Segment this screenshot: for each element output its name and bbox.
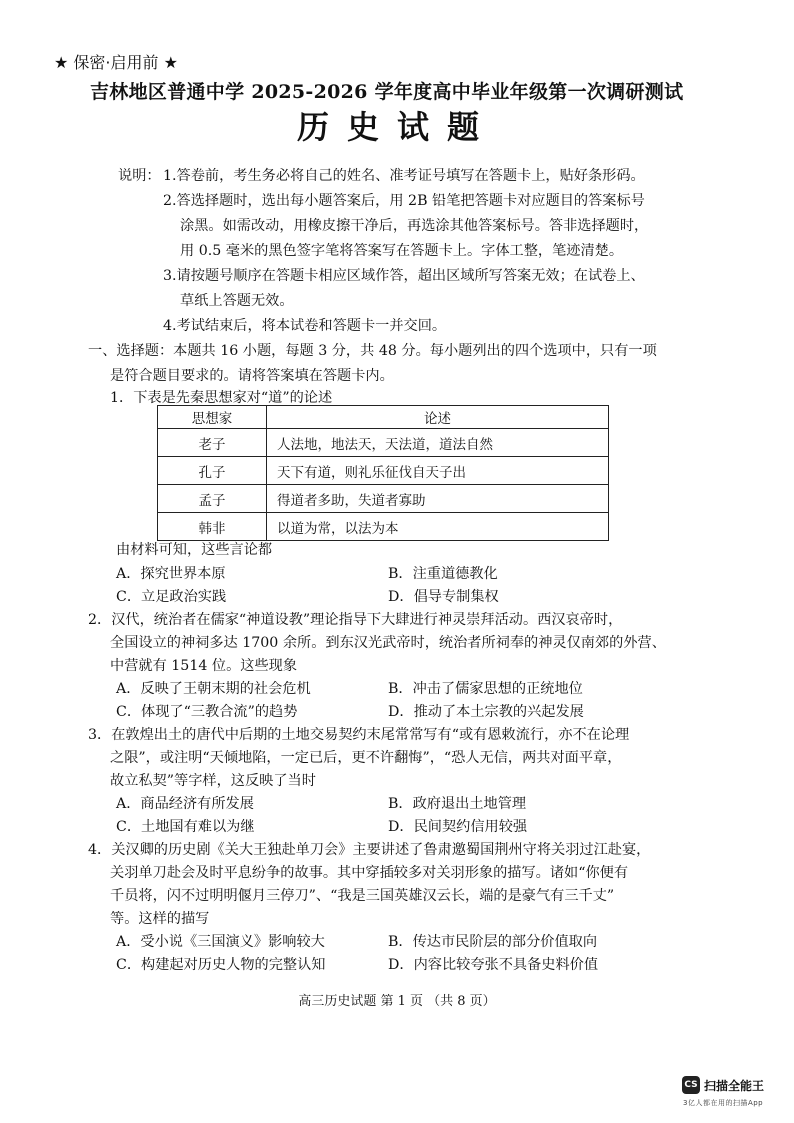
instruction-line: 2.答选择题时，选出每小题答案后，用 2B 铅笔把答题卡对应题目的答案标号 <box>163 193 645 209</box>
question-2-stem: 2．汉代，统治者在儒家“神道设教”理论指导下大肆进行神灵崇拜活动。西汉哀帝时， <box>88 612 623 628</box>
scanner-tagline: 3亿人都在用的扫描App <box>683 1099 764 1107</box>
option-b: B．政府退出土地管理 <box>388 796 527 812</box>
question-3-stem: 之限”，或注明“天倾地陷，一定已后，更不许翻悔”，“恐人无信，两共对面平章， <box>110 750 622 766</box>
scanner-app-name: 扫描全能王 <box>704 1078 765 1093</box>
option-d: D．倡导专制集权 <box>388 589 499 605</box>
table-header: 论述 <box>267 406 609 429</box>
instruction-line: 1.答卷前，考生务必将自己的姓名、准考证号填写在答题卡上，贴好条形码。 <box>163 168 645 184</box>
instruction-line: 用 0.5 毫米的黑色签字笔将答案写在答题卡上。字体工整，笔迹清楚。 <box>180 243 624 259</box>
option-c: C．构建起对历史人物的完整认知 <box>116 957 326 973</box>
confidential-mark: ★ 保密·启用前 ★ <box>54 53 178 72</box>
table-header: 思想家 <box>158 406 267 429</box>
table-cell: 孟子 <box>158 485 267 513</box>
instructions-label: 说明： <box>118 168 161 184</box>
table-cell: 孔子 <box>158 457 267 485</box>
option-c: C．立足政治实践 <box>116 589 227 605</box>
question-4-stem: 千员将，闪不过明明偃月三停刀”、“我是三国英雄汉云长，端的是豪气有三千丈” <box>110 888 615 904</box>
option-a: A．商品经济有所发展 <box>116 796 254 812</box>
page-footer: 高三历史试题 第 1 页 （共 8 页） <box>298 994 496 1009</box>
option-a: A．受小说《三国演义》影响较大 <box>116 934 325 950</box>
table-cell: 老子 <box>158 429 267 457</box>
question-4-stem: 等。这样的描写 <box>110 911 210 927</box>
option-b: B．注重道德教化 <box>388 566 498 582</box>
scanner-watermark <box>682 1076 764 1094</box>
subject-title: 历史试题 <box>296 108 497 146</box>
thinkers-table <box>157 405 609 541</box>
option-b: B．冲击了儒家思想的正统地位 <box>388 681 583 697</box>
exam-title: 吉林地区普通中学 2025-2026 学年度高中毕业年级第一次调研测试 <box>90 81 684 103</box>
table-cell: 以道为常，以法为本 <box>267 513 609 541</box>
question-4-stem: 关羽单刀赴会及时平息纷争的故事。其中穿插较多对关羽形象的描写。诸如“你便有 <box>110 865 629 881</box>
question-4-stem: 4．关汉卿的历史剧《关大王独赴单刀会》主要讲述了鲁肃邀蜀国荆州守将关羽过江赴宴， <box>88 842 651 858</box>
instruction-line: 草纸上答题无效。 <box>180 293 294 309</box>
table-cell: 人法地，地法天，天法道，道法自然 <box>267 429 609 457</box>
question-1-followup: 由材料可知，这些言论都 <box>116 542 273 558</box>
instruction-line: 3.请按题号顺序在答题卡相应区域作答，超出区域所写答案无效；在试卷上、 <box>163 268 645 284</box>
section-heading: 一、选择题：本题共 16 小题，每题 3 分，共 48 分。每小题列出的四个选项中，只有一项 <box>88 343 657 359</box>
option-c: C．体现了“三教合流”的趋势 <box>116 704 298 720</box>
table-row <box>158 513 609 541</box>
instruction-line: 涂黑。如需改动，用橡皮擦干净后，再选涂其他答案标号。答非选择题时， <box>180 218 649 234</box>
instruction-line: 4.考试结束后，将本试卷和答题卡一并交回。 <box>163 318 447 334</box>
question-3-stem: 3．在敦煌出土的唐代中后期的土地交易契约末尾常常写有“或有恩敕流行，亦不在论理 <box>88 727 630 743</box>
option-d: D．内容比较夸张不具备史料价值 <box>388 957 599 973</box>
question-3-stem: 故立私契”等字样，这反映了当时 <box>110 773 316 789</box>
question-2-stem: 全国设立的神祠多达 1700 余所。到东汉光武帝时，统治者所祠奉的神灵仅南郊的外营、 <box>110 635 666 651</box>
table-row <box>158 429 609 457</box>
table-cell: 得道者多助，失道者寡助 <box>267 485 609 513</box>
question-2-stem: 中营就有 1514 位。这些现象 <box>110 658 298 674</box>
option-d: D．推动了本土宗教的兴起发展 <box>388 704 584 720</box>
option-a: A．反映了王朝末期的社会危机 <box>116 681 311 697</box>
table-cell: 天下有道，则礼乐征伐自天子出 <box>267 457 609 485</box>
option-c: C．土地国有难以为继 <box>116 819 255 835</box>
table-cell: 韩非 <box>158 513 267 541</box>
option-b: B．传达市民阶层的部分价值取向 <box>388 934 598 950</box>
table-row <box>158 485 609 513</box>
scanner-logo-icon: CS <box>682 1076 700 1094</box>
option-d: D．民间契约信用较强 <box>388 819 528 835</box>
table-header-row <box>158 406 609 429</box>
table-row <box>158 457 609 485</box>
section-heading: 是符合题目要求的。请将答案填在答题卡内。 <box>110 368 394 384</box>
question-1-stem: 1．下表是先秦思想家对“道”的论述 <box>110 390 333 406</box>
option-a: A．探究世界本原 <box>116 566 226 582</box>
